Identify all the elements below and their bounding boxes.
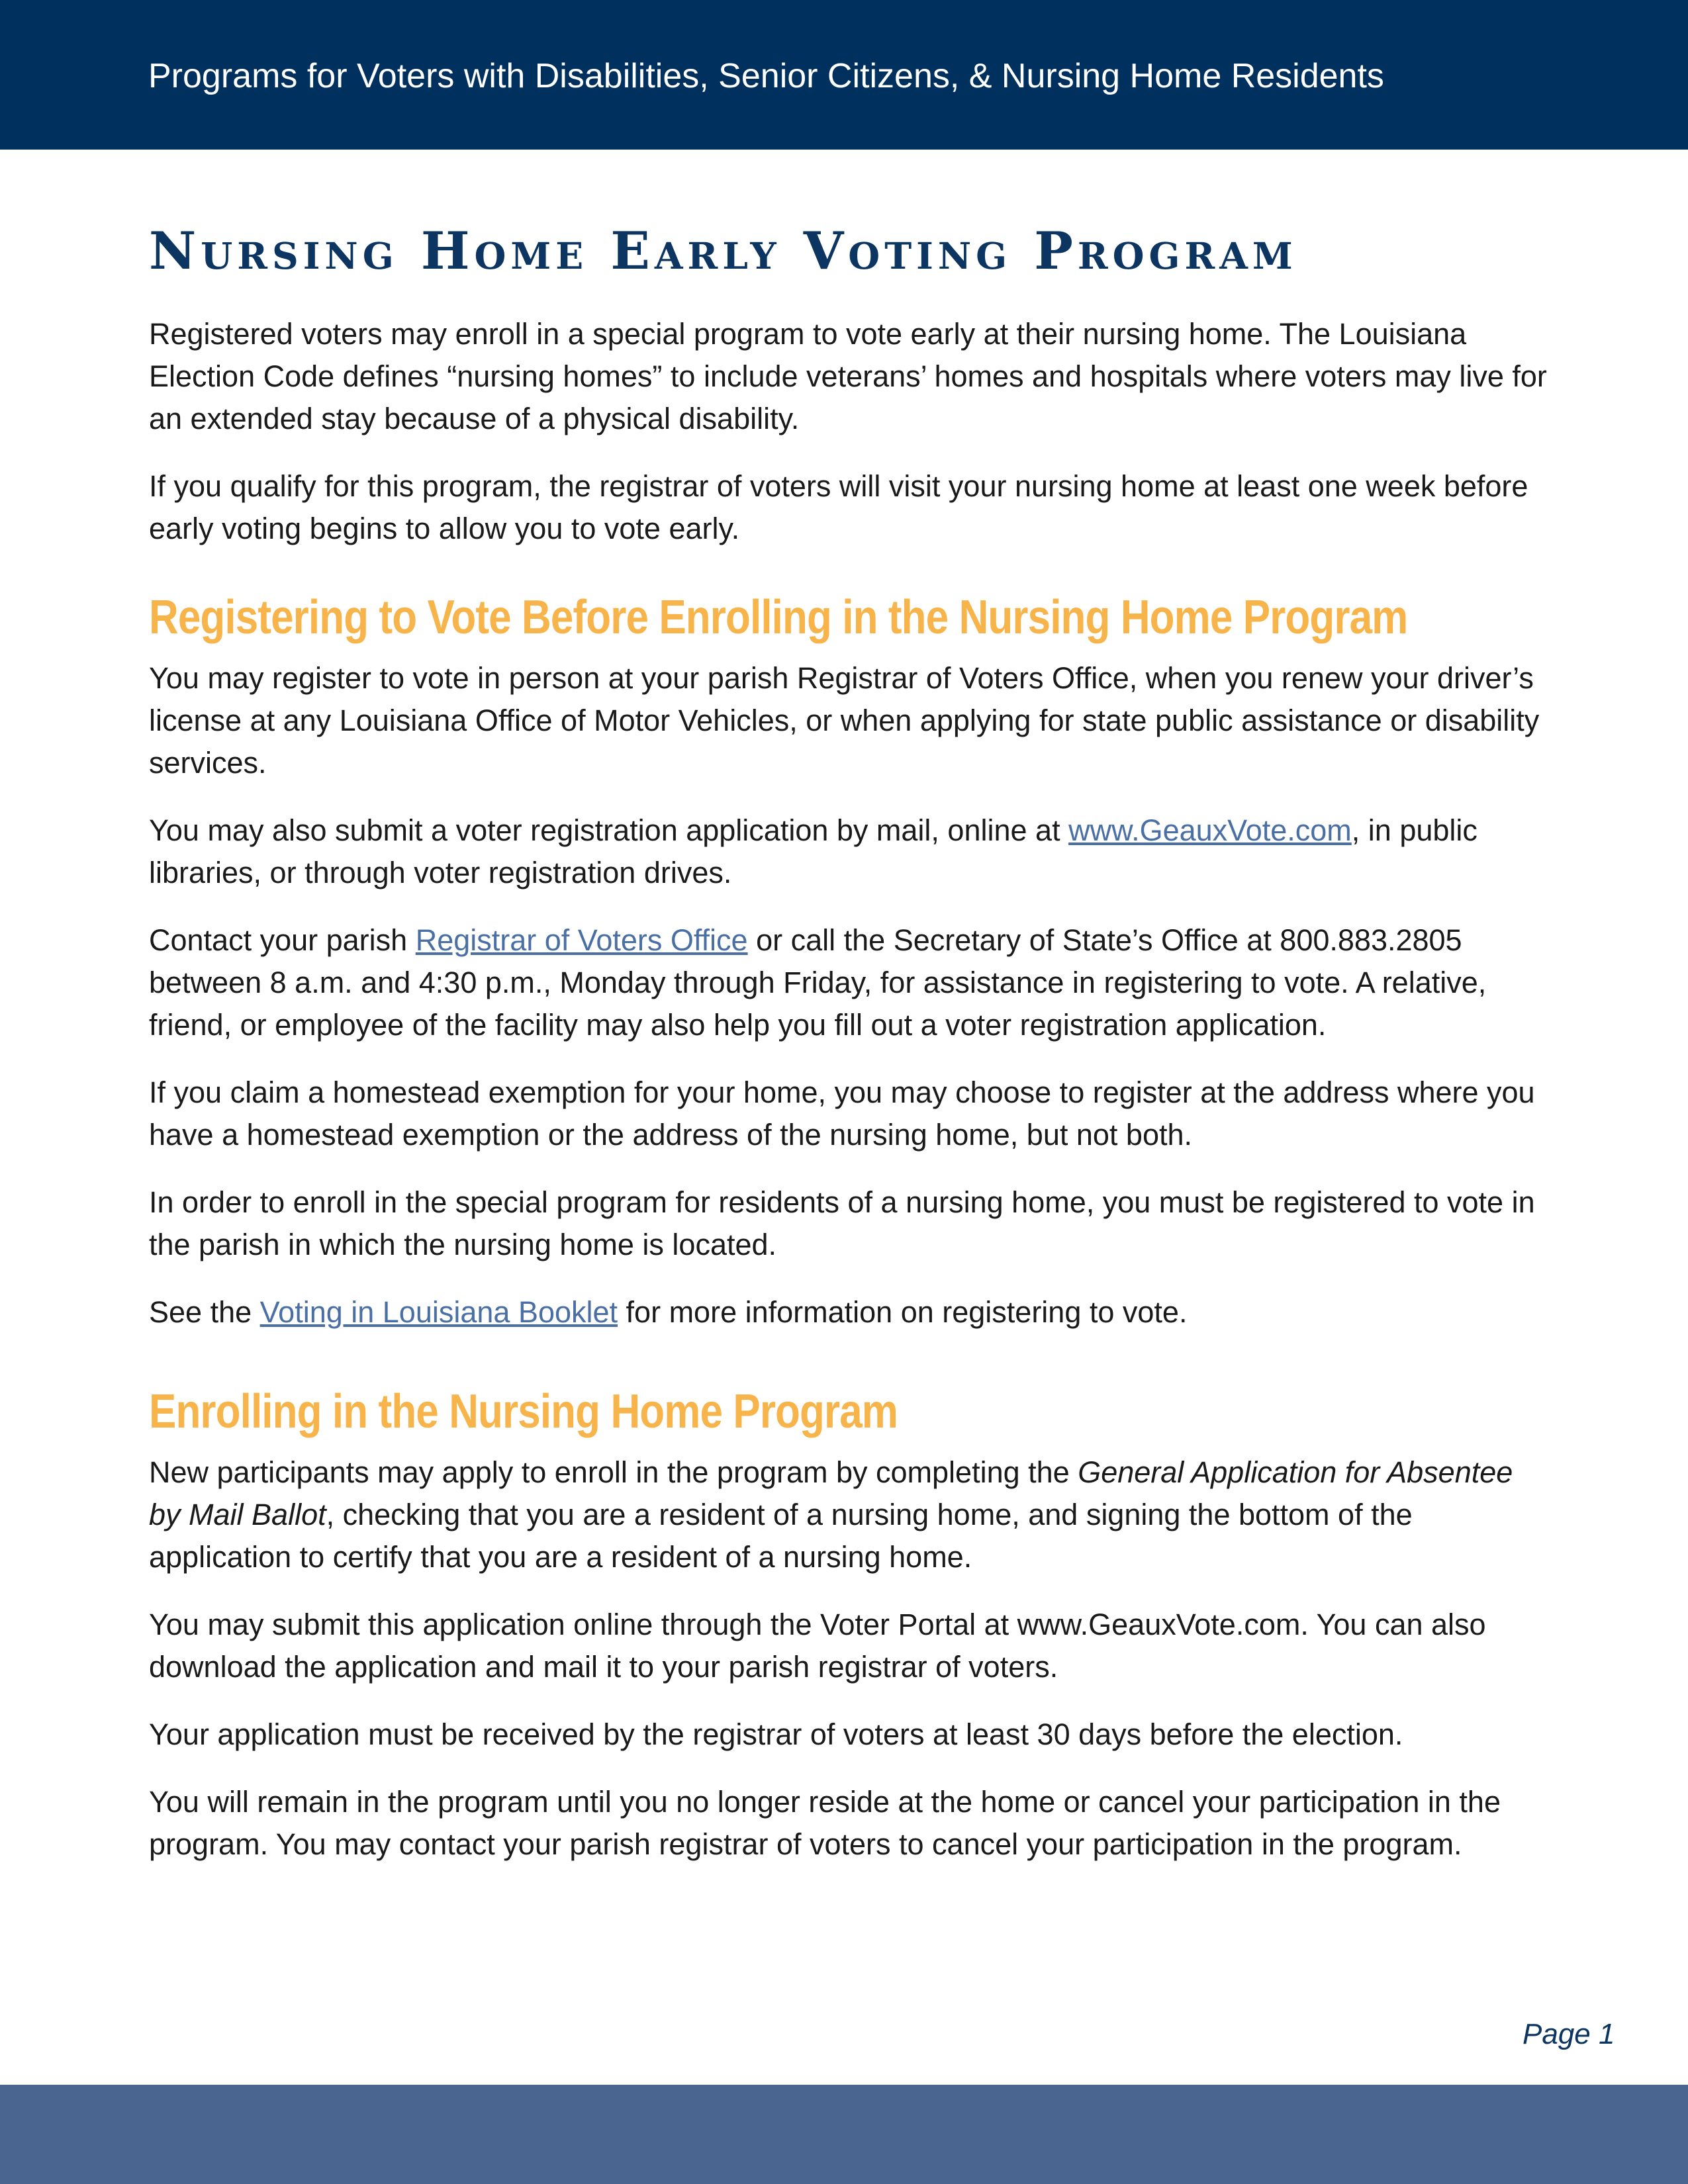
enrolling-paragraph-3: Your application must be received by the registrar of voters at least 30 days before the election.	[149, 1717, 1403, 1751]
registering-paragraph-2-text-after: , in public libraries, or through voter registration drives.	[149, 813, 1477, 889]
page-title: Nursing Home Early Voting Program	[149, 221, 1297, 281]
document-body	[149, 215, 1549, 1866]
registering-paragraph-2	[149, 809, 1549, 894]
intro-paragraph-1: Registered voters may enroll in a special program to vote early at their nursing home. The Louisiana Election Code defines “nursing homes” to include veterans’ homes and hospitals where voters may live for an extended stay because of a physical disability.	[149, 317, 1547, 435]
enrolling-paragraph-1-text-before: New participants may apply to enroll in the program by completing the	[149, 1455, 1078, 1489]
voting-in-louisiana-booklet-link[interactable]: Voting in Louisiana Booklet	[259, 1295, 618, 1329]
registering-paragraph-2-text-before: You may also submit a voter registration application by mail, online at	[149, 813, 1069, 847]
enrolling-paragraph-4: You will remain in the program until you no longer reside at the home or cancel your participation in the program. You may contact your parish registrar of voters to cancel your participation in the program.	[149, 1785, 1501, 1861]
registering-paragraph-6-text-after: for more information on registering to vote.	[618, 1295, 1188, 1329]
application-form-name: General Application for Absentee by Mail Ballot	[149, 1455, 1513, 1531]
registering-paragraph-4: If you claim a homestead exemption for your home, you may choose to register at the address where you have a homestead exemption or the address of the nursing home, but not both.	[149, 1075, 1535, 1152]
header-banner-text: Programs for Voters with Disabilities, Senior Citizens, & Nursing Home Residents	[148, 57, 1384, 95]
enrolling-paragraph-2: You may submit this application online through the Voter Portal at www.GeauxVote.com. You can also download the application and mail it to your parish registrar of voters.	[149, 1608, 1486, 1684]
section-heading-registering: Registering to Vote Before Enrolling in the Nursing Home Program	[149, 591, 1408, 644]
registering-paragraph-3	[149, 919, 1549, 1046]
intro-paragraph-2: If you qualify for this program, the registrar of voters will visit your nursing home at least one week before early voting begins to allow you to vote early.	[149, 469, 1528, 545]
footer-band	[0, 2085, 1688, 2184]
geauxvote-link[interactable]: www.GeauxVote.com	[1068, 813, 1352, 847]
section-heading-enrolling: Enrolling in the Nursing Home Program	[149, 1385, 898, 1438]
enrolling-paragraph-1-text-after: , checking that you are a resident of a nursing home, and signing the bottom of the application to certify that you are a resident of a nursing home.	[149, 1498, 1413, 1574]
registrar-of-voters-office-link[interactable]: Registrar of Voters Office	[415, 923, 748, 957]
registering-paragraph-6-text-before: See the	[149, 1295, 260, 1329]
header-banner	[0, 0, 1688, 150]
registering-paragraph-3-text-before: Contact your parish	[149, 923, 416, 957]
registering-paragraph-5: In order to enroll in the special program for residents of a nursing home, you must be registered to vote in the parish in which the nursing home is located.	[149, 1185, 1535, 1261]
registering-paragraph-1: You may register to vote in person at your parish Registrar of Voters Office, when you renew your driver’s license at any Louisiana Office of Motor Vehicles, or when applying for state public assistance or disability services.	[149, 661, 1540, 780]
enrolling-paragraph-1	[149, 1451, 1549, 1578]
page-number: Page 1	[1523, 2018, 1615, 2050]
registering-paragraph-3-text-after: or call the Secretary of State’s Office at 800.883.2805 between 8 a.m. and 4:30 p.m., Monday through Friday, for assistance in registering to vote. A relative, friend, or employee of the facility may also help you fill out a voter registration application.	[149, 923, 1487, 1042]
registering-paragraph-6	[149, 1291, 1549, 1334]
